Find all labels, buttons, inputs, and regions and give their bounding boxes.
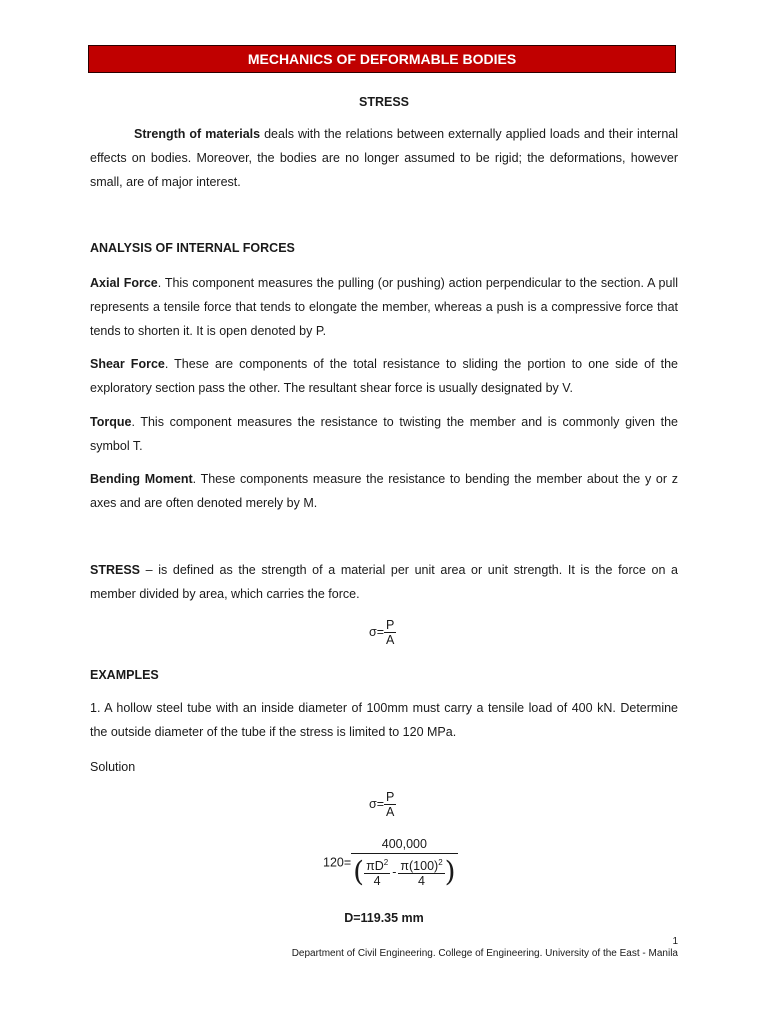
- area-term-inner: [398, 856, 444, 888]
- right-paren: ): [444, 855, 456, 889]
- stress-formula-denominator: A: [386, 633, 395, 647]
- torque-text: . This component measures the resistance to twisting the member and is commonly given the symbol T.: [90, 415, 678, 453]
- intro-paragraph: [90, 122, 678, 194]
- area-term-outer-exponent: 2: [383, 858, 389, 867]
- bending-moment-text: . These components measure the resistance to bending the member about the y or z axes and are often denoted merely by M.: [90, 472, 678, 510]
- area-term-inner-exponent: 2: [438, 858, 443, 867]
- torque-paragraph: [90, 410, 678, 458]
- stress-formula-lhs: σ=: [369, 624, 385, 639]
- axial-force-paragraph: [90, 271, 678, 343]
- solution-formula-numerator: P: [386, 790, 395, 804]
- stress-definition-paragraph: [90, 558, 678, 606]
- solution-label: Solution: [90, 760, 136, 774]
- document-title-banner: MECHANICS OF DEFORMABLE BODIES: [88, 45, 676, 73]
- page-number: 1: [672, 936, 678, 947]
- shear-force-term: Shear Force: [90, 357, 165, 371]
- bending-moment-paragraph: [90, 467, 678, 515]
- area-term-outer-num: [364, 856, 390, 874]
- solution-answer: D=119.35 mm: [344, 911, 424, 925]
- stress-formula-numerator: P: [386, 618, 395, 632]
- section-title-stress: STRESS: [358, 95, 409, 109]
- area-term-inner-num-text: π(100): [400, 859, 439, 874]
- intro-term: Strength of materials: [134, 127, 261, 141]
- stress-definition-term: STRESS: [90, 563, 141, 577]
- example-1-text: 1. A hollow steel tube with an inside diameter of 100mm must carry a tensile load of 400 kN. Determine the outside diameter of the tube if the stress is limited to 120 MPa.: [90, 701, 678, 739]
- minus-sign: -: [392, 865, 397, 880]
- stress-definition-text: – is defined as the strength of a material per unit area or unit strength. It is the force on a member divided by area, which carries the force.: [90, 563, 678, 601]
- analysis-heading: ANALYSIS OF INTERNAL FORCES: [90, 241, 295, 255]
- area-term-outer-den: 4: [373, 874, 381, 889]
- axial-force-text: . This component measures the pulling (or pushing) action perpendicular to the section. A pull represents a tensile force that tends to elongate the member, whereas a push is a compressive force that tends to shorten it. It is open denoted by P.: [90, 276, 679, 338]
- shear-force-text: . These are components of the total resistance to sliding the portion to one side of the exploratory section pass the other. The resultant shear force is usually designated by V.: [90, 357, 678, 395]
- area-term-outer: [364, 856, 390, 888]
- axial-force-term: Axial Force: [90, 276, 158, 290]
- stress-formula: [369, 618, 396, 647]
- solution-equation-fraction: [351, 837, 457, 888]
- area-term-outer-num-text: πD: [366, 859, 384, 874]
- solution-equation: [323, 837, 458, 888]
- bending-moment-term: Bending Moment: [90, 472, 193, 486]
- solution-equation-denominator: [351, 854, 457, 888]
- area-term-inner-den: 4: [418, 874, 425, 889]
- stress-formula-fraction: [384, 618, 396, 647]
- solution-stress-formula: [369, 790, 396, 819]
- solution-equation-numerator: 400,000: [351, 837, 457, 854]
- solution-equation-lhs: 120=: [323, 855, 352, 870]
- left-paren: (: [353, 855, 365, 889]
- solution-formula-denominator: A: [386, 805, 395, 819]
- page-footer: Department of Civil Engineering. College of Engineering. University of the East - Manila: [291, 948, 678, 959]
- examples-heading: EXAMPLES: [90, 668, 159, 682]
- shear-force-paragraph: [90, 352, 678, 400]
- intro-text: deals with the relations between externally applied loads and their internal effects on bodies. Moreover, the bodies are no longer assumed to be rigid; the deformations, however small, are of major interest.: [90, 127, 678, 189]
- solution-formula-fraction: [384, 790, 396, 819]
- solution-formula-lhs: σ=: [369, 796, 385, 811]
- torque-term: Torque: [90, 415, 132, 429]
- area-term-inner-num: [398, 856, 444, 874]
